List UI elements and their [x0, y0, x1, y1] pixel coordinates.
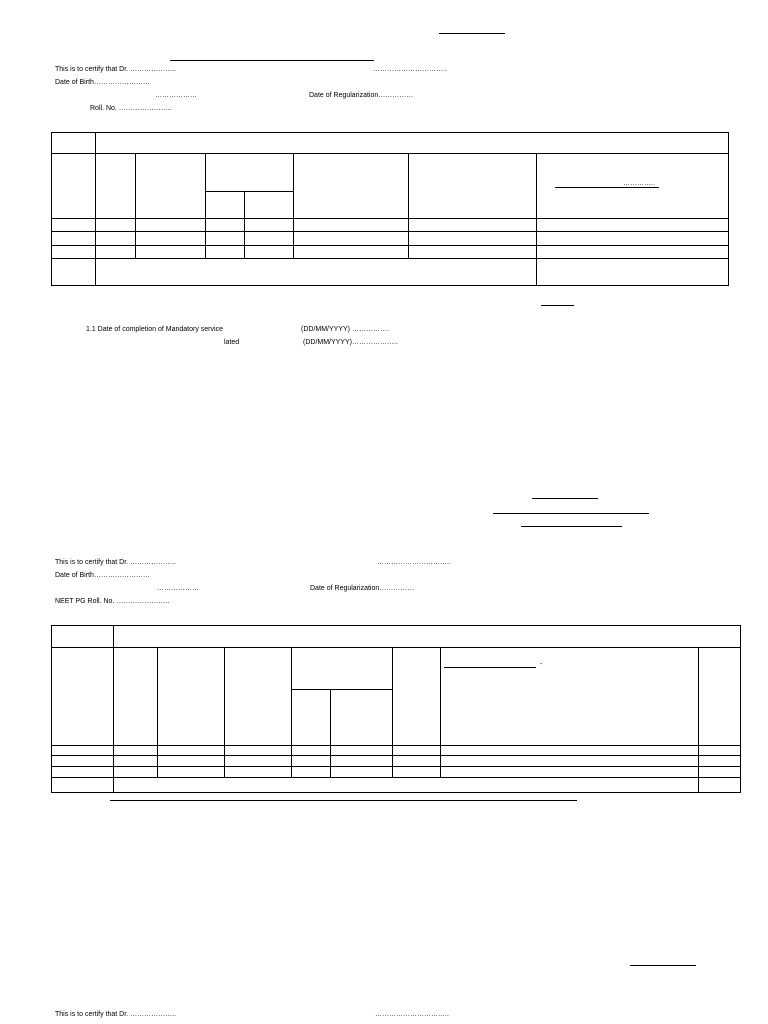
certify-text: This is to certify that Dr. ………………..: [55, 559, 176, 566]
date-of-regularization: Date of Regularization……………: [309, 92, 414, 99]
heading-underline: [532, 498, 598, 499]
lated-label: lated: [224, 339, 240, 346]
date-of-regularization: Date of Regularization……………: [310, 585, 415, 592]
subheading-underline: [170, 60, 374, 61]
mandatory-service-line: 1.1 Date of completion of Mandatory service: [86, 326, 223, 333]
table-header-cell: [114, 626, 741, 648]
certify-text: This is to certify that Dr. ………………..: [55, 66, 176, 73]
mandatory-service-date: (DD/MM/YYYY) …………….: [301, 326, 389, 333]
footnote-underline: [110, 800, 577, 801]
table-row: [52, 766, 741, 778]
table-row: [52, 756, 741, 767]
table-row: [52, 778, 741, 793]
heading-underline: [439, 33, 505, 34]
heading-underline: [630, 965, 696, 966]
cell-dots: …………..: [623, 180, 655, 187]
dots-field: ………………: [157, 585, 199, 592]
remarks-header-cell: [537, 154, 729, 219]
roll-number: NEET PG Roll. No. …………………..: [55, 598, 170, 605]
remarks-header-cell: [441, 648, 699, 746]
subheading-underline: [493, 513, 649, 514]
table-row: [52, 232, 729, 246]
table-header-cell: [96, 133, 729, 154]
service-table-1: [51, 132, 729, 286]
dots-field: ………………: [155, 92, 197, 99]
table-cell: [52, 133, 96, 154]
certify-blank: …………………………..: [375, 1011, 449, 1018]
table-row: [52, 219, 729, 232]
cell-underline: [444, 667, 536, 668]
date-of-birth: Date of Birth……………………: [55, 79, 150, 86]
certify-blank: …………………………..: [377, 559, 451, 566]
table-row: [52, 259, 729, 286]
merged-header-cell: [292, 648, 393, 690]
certify-text: This is to certify that Dr. ………………..: [55, 1011, 176, 1018]
table-row: [52, 745, 741, 756]
merged-header-cell: [206, 154, 294, 192]
date-of-birth: Date of Birth……………………: [55, 572, 150, 579]
roll-number: Roll. No. …………………..: [90, 105, 172, 112]
cell-dash: -: [540, 661, 543, 669]
service-table-2: [51, 625, 741, 793]
signature-underline: [541, 305, 574, 306]
certify-blank: …………………………..: [373, 66, 447, 73]
lated-date: (DD/MM/YYYY)………………..: [303, 339, 398, 346]
subheading-underline: [521, 526, 622, 527]
table-row: [52, 246, 729, 259]
